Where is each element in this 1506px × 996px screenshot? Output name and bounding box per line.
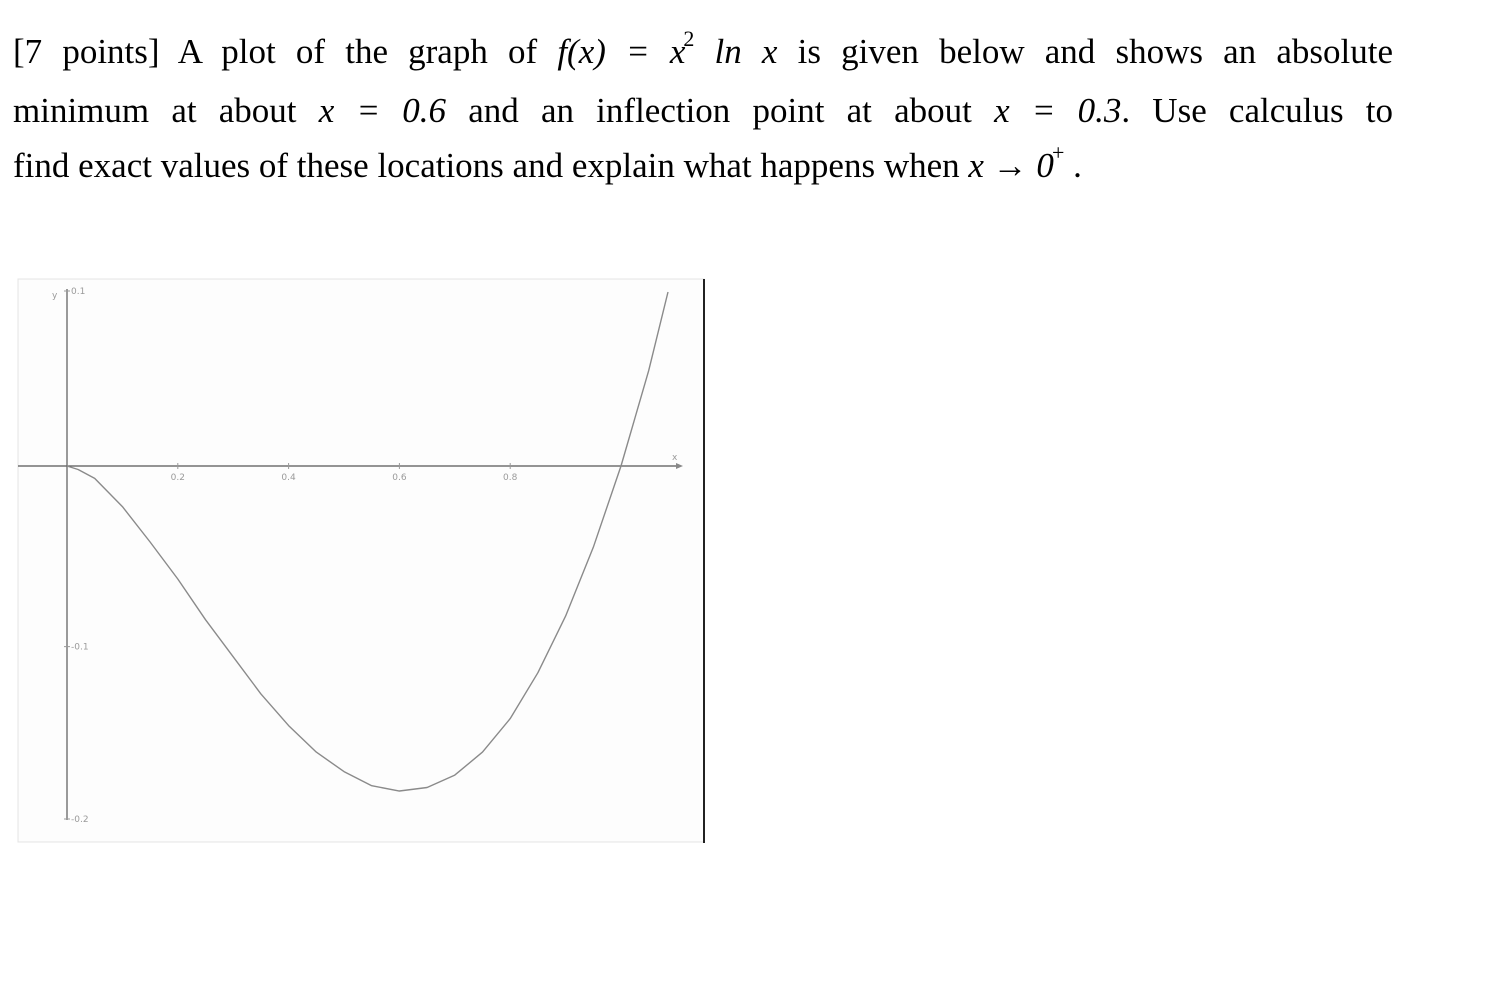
minimum-location: x = 0.6	[318, 91, 447, 130]
problem-text: . Use calculus to	[1121, 91, 1394, 130]
problem-text: find exact values of these locations and explain what happens when	[13, 146, 969, 185]
y-axis-label: y	[52, 291, 58, 301]
exponent: 2	[683, 26, 695, 51]
problem-text: .	[1064, 146, 1082, 185]
plot-frame	[18, 279, 704, 842]
log-expression: ln x	[694, 32, 778, 71]
problem-text: minimum at about	[13, 91, 319, 130]
problem-text: and an inflection point at about	[446, 91, 995, 130]
function-expression: f(x) = x	[557, 32, 686, 71]
inflection-location: x = 0.3	[994, 91, 1122, 130]
x-tick-label: 0.2	[170, 473, 185, 483]
problem-text: is given below and shows an absolute	[777, 32, 1393, 71]
y-tick-label: -0.1	[71, 642, 89, 653]
x-tick-label: 0.4	[281, 473, 296, 483]
x-tick-label: 0.6	[392, 473, 407, 483]
superscript-plus: +	[1051, 140, 1065, 165]
x-axis-label: x	[672, 453, 678, 463]
x-tick-label: 0.8	[503, 473, 518, 483]
problem-text: [7 points] A plot of the graph of	[13, 32, 558, 71]
limit-expression: x → 0	[968, 146, 1054, 185]
y-tick-label: -0.2	[71, 815, 89, 825]
y-tick-label: 0.1	[71, 287, 86, 297]
